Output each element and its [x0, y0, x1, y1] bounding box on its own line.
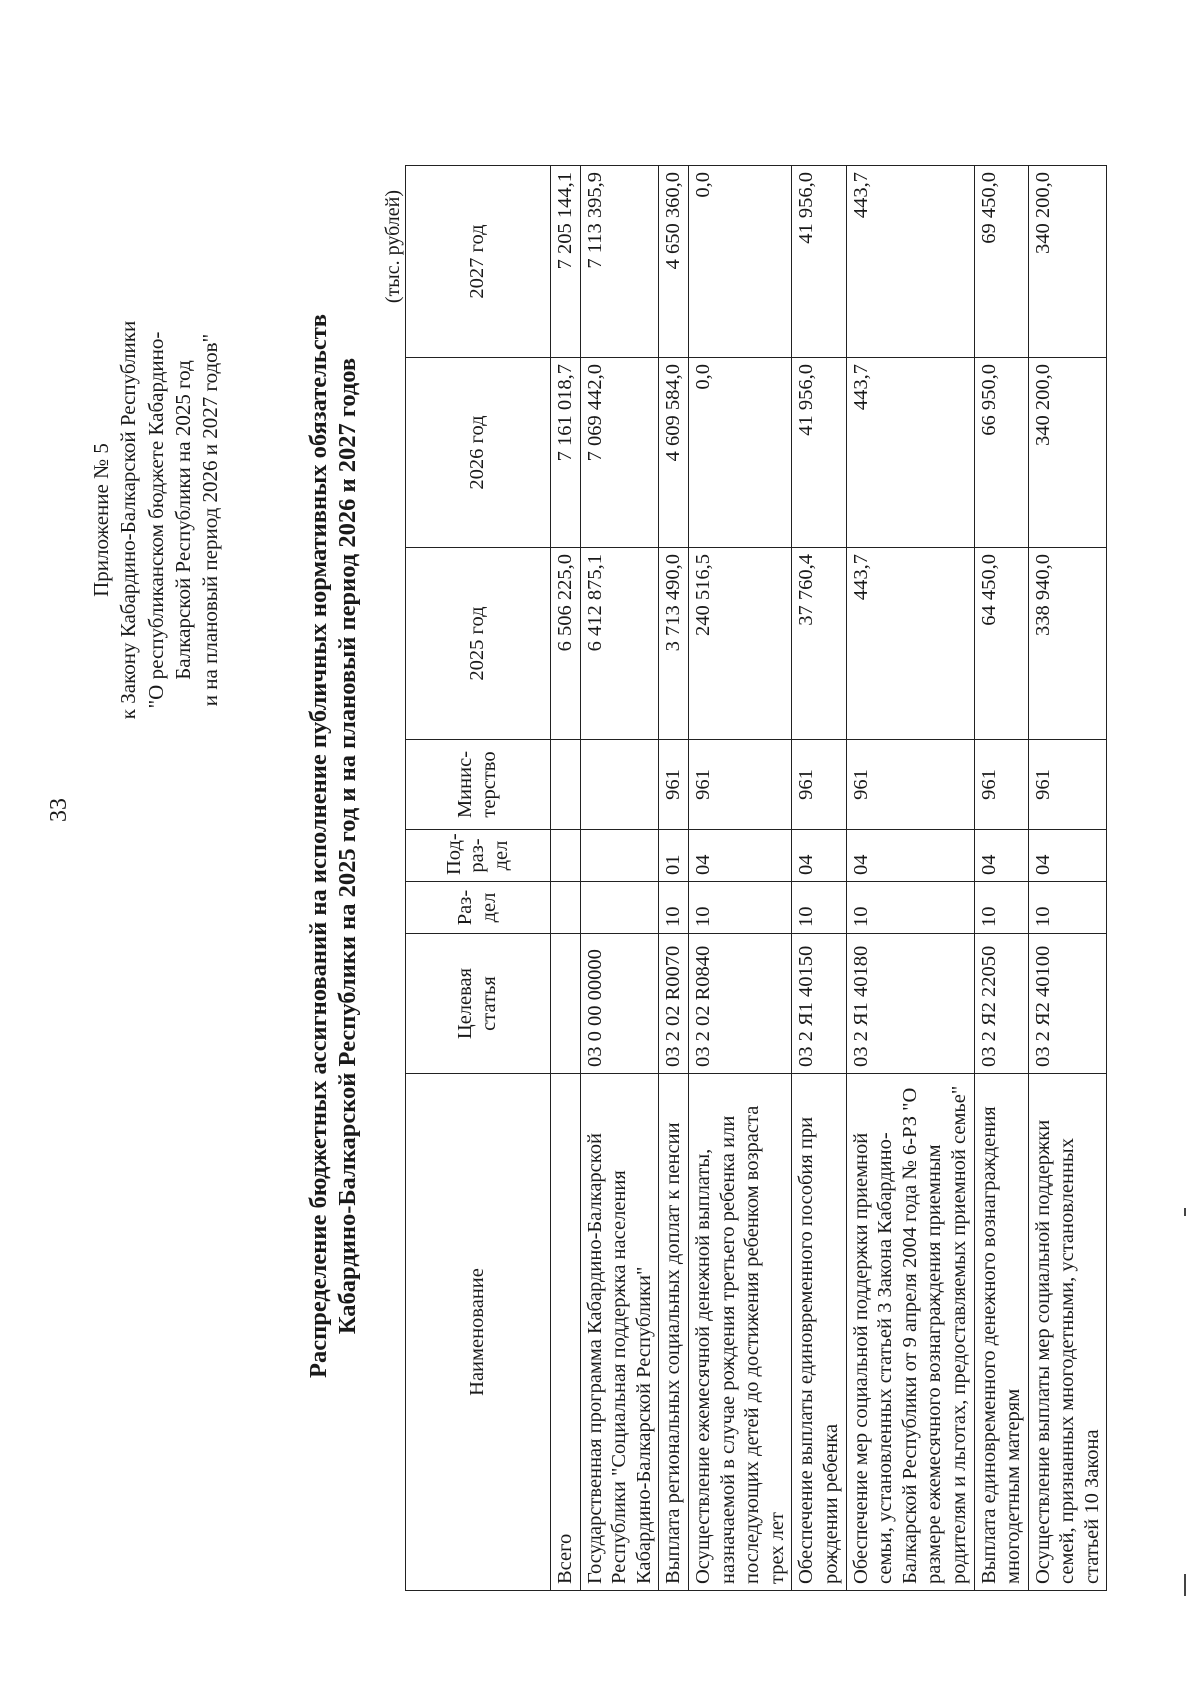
appendix-line: Балкарской Республики на 2025 год	[170, 360, 195, 680]
cell-2025: 240 516,5	[688, 548, 791, 740]
cell-2025: 64 450,0	[974, 548, 1028, 740]
appendix-note	[88, 240, 224, 800]
cell-code: 03 2 02 R0840	[688, 934, 791, 1074]
table-row	[792, 166, 846, 1591]
header-name: Наименование	[406, 1074, 551, 1591]
header-2025: 2025 год	[406, 548, 551, 740]
scan-artifact-mark	[1184, 1208, 1186, 1216]
cell-section	[551, 882, 581, 934]
cell-code: 03 2 02 R0070	[659, 934, 689, 1074]
cell-subsection: 04	[688, 830, 791, 882]
cell-section: 10	[792, 882, 846, 934]
appendix-line: Приложение № 5	[89, 443, 113, 597]
cell-ministry	[551, 740, 581, 830]
cell-code: 03 2 Я1 40150	[792, 934, 846, 1074]
cell-name: Обеспечение выплаты единовременного пособия при рождении ребенка	[792, 1074, 846, 1591]
document-title	[304, 276, 363, 1416]
cell-2026: 41 956,0	[792, 358, 846, 548]
cell-2026: 0,0	[688, 358, 791, 548]
cell-ministry: 961	[974, 740, 1028, 830]
cell-name: Обеспечение мер социальной поддержки приемной семьи, установленных статьей 3 Закона Кабардино-Балкарской Республики от 9 апреля 2004 года № 6-РЗ "О размере ежемесячного вознаграждения приемным родителям и льготах, предоставляемых приемной семье"	[846, 1074, 974, 1591]
cell-subsection	[580, 830, 659, 882]
cell-ministry	[580, 740, 659, 830]
cell-ministry: 961	[688, 740, 791, 830]
cell-2026: 7 069 442,0	[580, 358, 659, 548]
cell-2027: 7 205 144,1	[551, 166, 581, 358]
cell-section: 10	[846, 882, 974, 934]
cell-subsection: 04	[974, 830, 1028, 882]
cell-name: Осуществление выплаты мер социальной поддержки семей, признанных многодетными, установленных статьей 10 Закона	[1028, 1074, 1107, 1591]
table-row	[580, 166, 659, 1591]
cell-subsection	[551, 830, 581, 882]
appendix-line: к Закону Кабардино-Балкарской Республики	[116, 320, 141, 720]
table-row	[688, 166, 791, 1591]
table-header-row	[406, 166, 551, 1591]
table-row	[551, 166, 581, 1591]
cell-2025: 3 713 490,0	[659, 548, 689, 740]
cell-code: 03 0 00 00000	[580, 934, 659, 1074]
cell-subsection: 04	[1028, 830, 1107, 882]
cell-section: 10	[974, 882, 1028, 934]
cell-section: 10	[688, 882, 791, 934]
cell-ministry: 961	[1028, 740, 1107, 830]
cell-section	[580, 882, 659, 934]
cell-2027: 340 200,0	[1028, 166, 1107, 358]
header-section: Раз- дел	[406, 882, 551, 934]
cell-2026: 66 950,0	[974, 358, 1028, 548]
budget-table	[405, 165, 1107, 1591]
table-row	[974, 166, 1028, 1591]
cell-2026: 7 161 018,7	[551, 358, 581, 548]
cell-2025: 6 506 225,0	[551, 548, 581, 740]
cell-2025: 37 760,4	[792, 548, 846, 740]
cell-code: 03 2 Я2 40100	[1028, 934, 1107, 1074]
cell-ministry: 961	[792, 740, 846, 830]
table-row	[846, 166, 974, 1591]
cell-2027: 41 956,0	[792, 166, 846, 358]
cell-2027: 69 450,0	[974, 166, 1028, 358]
header-code: Целевая статья	[406, 934, 551, 1074]
cell-ministry: 961	[659, 740, 689, 830]
cell-code: 03 2 Я1 40180	[846, 934, 974, 1074]
table-row	[1028, 166, 1107, 1591]
table-row	[659, 166, 689, 1591]
cell-code: 03 2 Я2 22050	[974, 934, 1028, 1074]
cell-subsection: 01	[659, 830, 689, 882]
cell-name: Осуществление ежемесячной денежной выплаты, назначаемой в случае рождения третьего ребенка или последующих детей до достижения ребенком возраста трех лет	[688, 1074, 791, 1591]
appendix-line: и на плановый период 2026 и 2027 годов"	[198, 333, 223, 707]
page-number: 33	[46, 798, 72, 822]
appendix-line: "О республиканском бюджете Кабардино-	[143, 331, 168, 709]
cell-2027: 0,0	[688, 166, 791, 358]
header-subsection: Под- раз- дел	[406, 830, 551, 882]
cell-2026: 340 200,0	[1028, 358, 1107, 548]
cell-name: Выплата региональных социальных доплат к пенсии	[659, 1074, 689, 1591]
cell-name: Государственная программа Кабардино-Балкарской Республики "Социальная поддержка населения Кабардино-Балкарской Республики"	[580, 1074, 659, 1591]
header-2026: 2026 год	[406, 358, 551, 548]
cell-2025: 338 940,0	[1028, 548, 1107, 740]
cell-code	[551, 934, 581, 1074]
header-2027: 2027 год	[406, 166, 551, 358]
cell-2027: 7 113 395,9	[580, 166, 659, 358]
cell-2026: 443,7	[846, 358, 974, 548]
title-line: Кабардино-Балкарской Республики на 2025 год и на плановый период 2026 и 2027 годов	[334, 357, 362, 1335]
cell-2025: 6 412 875,1	[580, 548, 659, 740]
title-line: Распределение бюджетных ассигнований на исполнение публичных нормативных обязательств	[305, 314, 332, 1378]
cell-name: Всего	[551, 1074, 581, 1591]
cell-subsection: 04	[846, 830, 974, 882]
cell-ministry: 961	[846, 740, 974, 830]
cell-subsection: 04	[792, 830, 846, 882]
header-ministry: Минис- терство	[406, 740, 551, 830]
cell-2027: 443,7	[846, 166, 974, 358]
cell-name: Выплата единовременного денежного вознаграждения многодетным матерям	[974, 1074, 1028, 1591]
scan-artifact-mark	[1184, 1574, 1186, 1596]
cell-2027: 4 650 360,0	[659, 166, 689, 358]
cell-section: 10	[659, 882, 689, 934]
units-label: (тыс. рублей)	[382, 190, 404, 304]
cell-2026: 4 609 584,0	[659, 358, 689, 548]
cell-section: 10	[1028, 882, 1107, 934]
cell-2025: 443,7	[846, 548, 974, 740]
